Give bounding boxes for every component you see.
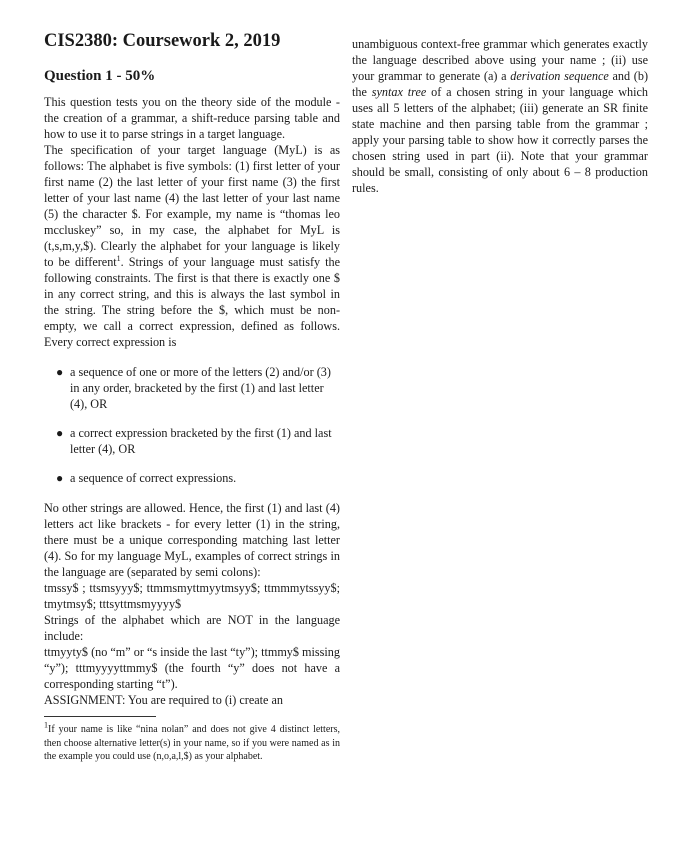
right-column bbox=[352, 36, 648, 196]
list-item-text: a sequence of one or more of the letters (2) and/or (3) in any order, bracketed by the first (1) and last letter (4), OR bbox=[70, 365, 331, 411]
bullet-icon: ● bbox=[56, 426, 64, 440]
list-item bbox=[44, 364, 340, 412]
footnote-marker: 1 bbox=[116, 253, 121, 263]
specification-paragraph bbox=[44, 142, 340, 350]
incorrect-examples: ttmyyty$ (no “m” or “s inside the last “ty”); ttmmy$ missing “y”); tttmyyyyttmmy$ (the fourth “y” does not have a corresponding starting “t”). bbox=[44, 645, 340, 691]
assignment-start: ASSIGNMENT: You are required to (i) create an bbox=[44, 693, 284, 707]
list-item bbox=[44, 470, 340, 486]
page-title: CIS2380: Coursework 2, 2019 bbox=[44, 31, 281, 51]
derivation-sequence-term: derivation sequence bbox=[510, 69, 609, 83]
after-bullets-paragraph: No other strings are allowed. Hence, the first (1) and last (4) letters act like brackets - for every letter (1) in the string, there must be a unique corresponding matching last letter (4). So for my language MyL, examples of correct strings in the language are (separated by semi colons): bbox=[44, 501, 340, 579]
bullet-icon: ● bbox=[56, 471, 64, 485]
spec-text-part2: . Strings of your language must satisfy the following constraints. The first is that there is exactly one $ in any correct string, and this is always the last symbol in the string. The string before the $, which must be non-empty, we call a correct expression, defined as follows. Every correct expression is bbox=[44, 255, 340, 349]
list-item bbox=[44, 425, 340, 457]
expression-rules-list bbox=[44, 364, 340, 486]
question-heading: Question 1 - 50% bbox=[44, 68, 156, 84]
syntax-tree-term: syntax tree bbox=[371, 85, 427, 99]
footnote-divider bbox=[44, 716, 156, 717]
left-column bbox=[44, 30, 340, 764]
correct-examples: tmssy$ ; ttsmsyyy$; ttmmsmyttmyytmsyy$; ttmmmytssyy$; tmytmsy$; tttsyttmsmyyyy$ bbox=[44, 581, 340, 611]
assignment-text-part1: unambiguous context-free grammar which generates exactly the language described above using your name ; (ii) use your grammar to generate (a) a bbox=[352, 37, 648, 83]
assignment-text-part3: of a chosen string in your language which uses all 5 letters of the alphabet; (iii) generate an SR finite state machine and then parsing table from the grammar ; apply your parsing table to show how it correctly parses the chosen string used in part (ii). Note that your grammar should be small, consisting of only about 6 – 8 production rules. bbox=[352, 85, 649, 195]
assignment-continuation bbox=[352, 36, 648, 196]
assignment-text-part2: and (b) the bbox=[352, 69, 648, 99]
bullet-icon: ● bbox=[56, 365, 64, 379]
incorrect-intro: Strings of the alphabet which are NOT in the language include: bbox=[44, 613, 340, 643]
spec-text-part1: The specification of your target language (MyL) is as follows: The alphabet is five symbols: (1) first letter of your first name (2) the last letter of your first name (3) the first letter of your last name (4) the last letter of your last name (5) the character $. For example, my name is “thomas leo mccluskey” so, in my case, the alphabet for MyL is (t,s,m,y,$). Clearly the alphabet for your language is likely to be different bbox=[44, 143, 340, 269]
intro-paragraph: This question tests you on the theory side of the module - the creation of a grammar, a shift-reduce parsing table and how to use it to parse strings in a target language. bbox=[44, 95, 340, 141]
footnote-number: 1 bbox=[44, 720, 48, 730]
footnote-text: If your name is like “nina nolan” and does not give 4 distinct letters, then choose alternative letter(s) in your name, so if you were named as in the example you could use (n,o,a,l,$) as your alphabet. bbox=[44, 724, 340, 762]
list-item-text: a sequence of correct expressions. bbox=[70, 471, 237, 485]
footnote bbox=[44, 720, 340, 764]
list-item-text: a correct expression bracketed by the first (1) and last letter (4), OR bbox=[70, 426, 332, 456]
